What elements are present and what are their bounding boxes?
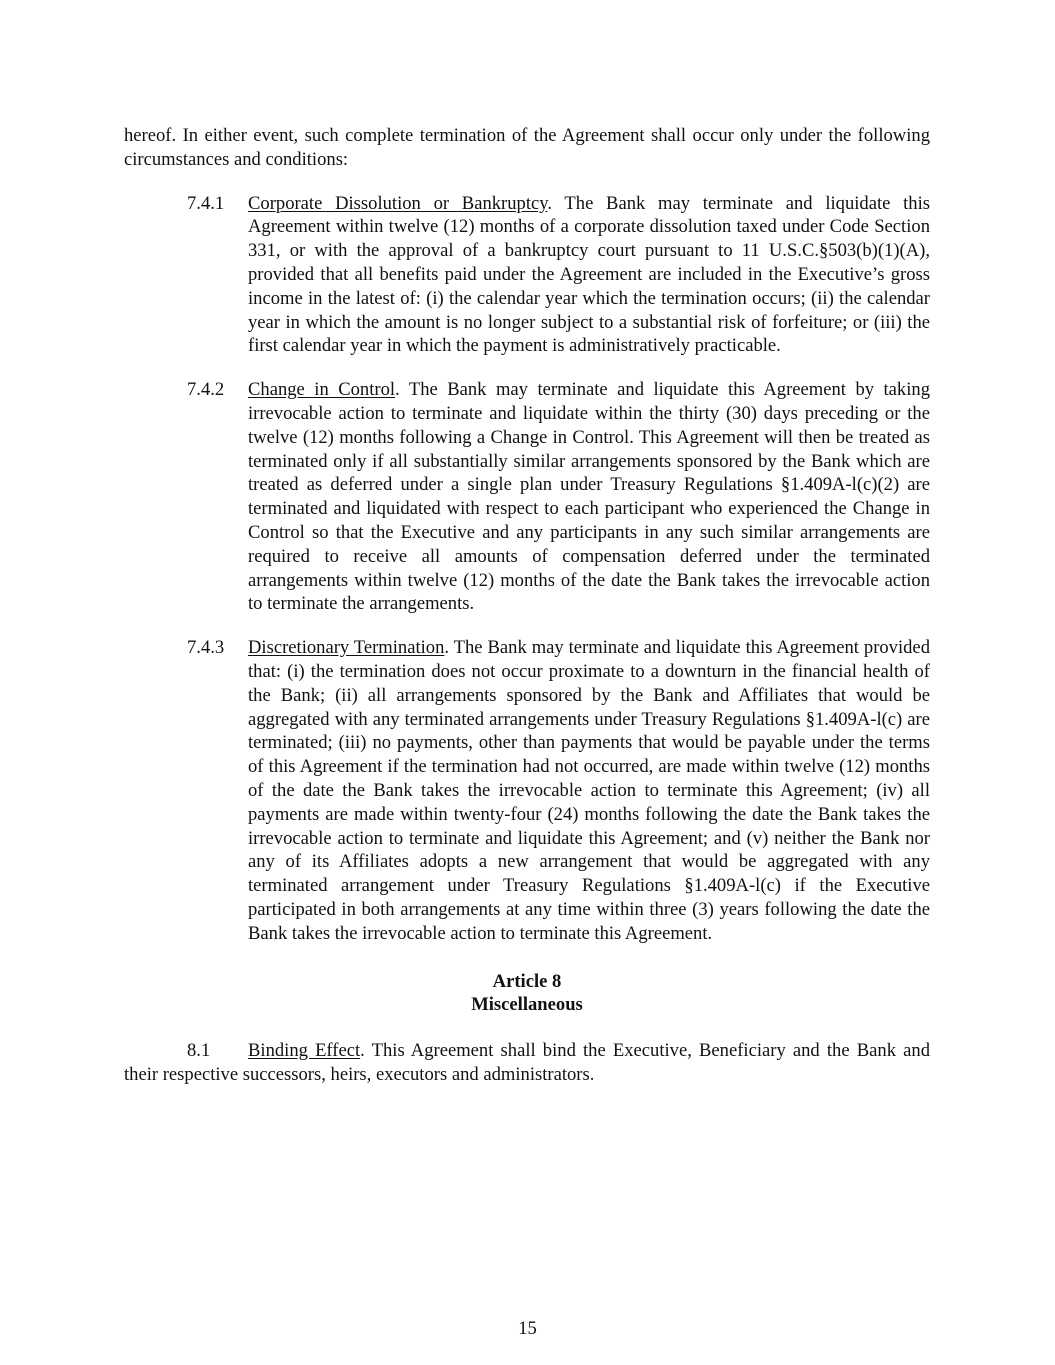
section-number: 7.4.2 <box>187 379 225 401</box>
page-number: 15 <box>518 1318 537 1339</box>
section-number: 7.4.3 <box>187 637 225 659</box>
section-number: 7.4.1 <box>187 192 225 214</box>
section-7-4-1 <box>187 192 930 359</box>
section-text <box>248 192 930 359</box>
section-7-4-2 <box>187 378 930 616</box>
section-heading: Change in Control <box>248 379 396 401</box>
intro-paragraph: hereof. In either event, such complete termination of the Agreement shall occur only under the following circumstances and conditions: <box>124 125 930 170</box>
section-number: 8.1 <box>187 1040 211 1062</box>
section-heading: Binding Effect <box>248 1040 361 1062</box>
section-body: . The Bank may terminate and liquidate this Agreement within twelve (12) months of a corporate dissolution taxed under Code Section 331, or with the approval of a bankruptcy court pursuant to 11 U.S.C.§503(b)(1)(A), provided that all benefits paid under the Agreement are included in the Executive’s gross income in the latest of: (i) the calendar year which the termination occurs; (ii) the calendar year in which the amount is no longer subject to a substantial risk of forfeiture; or (iii) the first calendar year in which the payment is administratively practicable. <box>248 192 931 357</box>
section-7-4-3 <box>187 636 930 945</box>
section-heading: Discretionary Termination <box>248 637 445 659</box>
document-page <box>124 124 930 1087</box>
section-body: . This Agreement shall bind the Executive, Beneficiary and the Bank and their respective successors, heirs, executors and administrators. <box>124 1040 930 1085</box>
section-text <box>248 636 930 945</box>
section-heading: Corporate Dissolution or Bankruptcy <box>248 192 548 214</box>
section-8-1 <box>124 1039 930 1087</box>
article-heading <box>124 970 930 1018</box>
article-title: Article 8 <box>492 970 562 992</box>
article-subtitle: Miscellaneous <box>471 994 583 1016</box>
section-text <box>248 378 930 616</box>
section-body: . The Bank may terminate and liquidate this Agreement by taking irrevocable action to terminate and liquidate within the thirty (30) days preceding or the twelve (12) months following a Change in Control. This Agreement will then be treated as terminated only if all substantially similar arrangements sponsored by the Bank which are treated as deferred under a single plan under Treasury Regulations §1.409A-l(c)(2) are terminated and liquidated with respect to each participant who experienced the Change in Control so that the Executive and any participants in any such similar arrangements are required to receive all amounts of compensation deferred under the terminated arrangements within twelve (12) months of the date the Bank takes the irrevocable action to terminate the arrangements. <box>248 379 930 615</box>
section-body: . The Bank may terminate and liquidate this Agreement provided that: (i) the termination does not occur proximate to a downturn in the financial health of the Bank; (ii) all arrangements sponsored by the Bank and Affiliates that would be aggregated with any terminated arrangements under Treasury Regulations §1.409A-l(c) are terminated; (iii) no payments, other than payments that would be payable under the terms of this Agreement if the termination had not occurred, are made within twelve (12) months of the date the Bank takes the irrevocable action to terminate this Agreement; (iv) all payments are made within twenty-four (24) months following the date the Bank takes the irrevocable action to terminate and liquidate this Agreement; and (v) neither the Bank nor any of its Affiliates adopts a new arrangement that would be aggregated with any terminated arrangement under Treasury Regulations §1.409A-l(c) if the Executive participated in both arrangements at any time within three (3) years following the date the Bank takes the irrevocable action to terminate this Agreement. <box>248 637 930 944</box>
